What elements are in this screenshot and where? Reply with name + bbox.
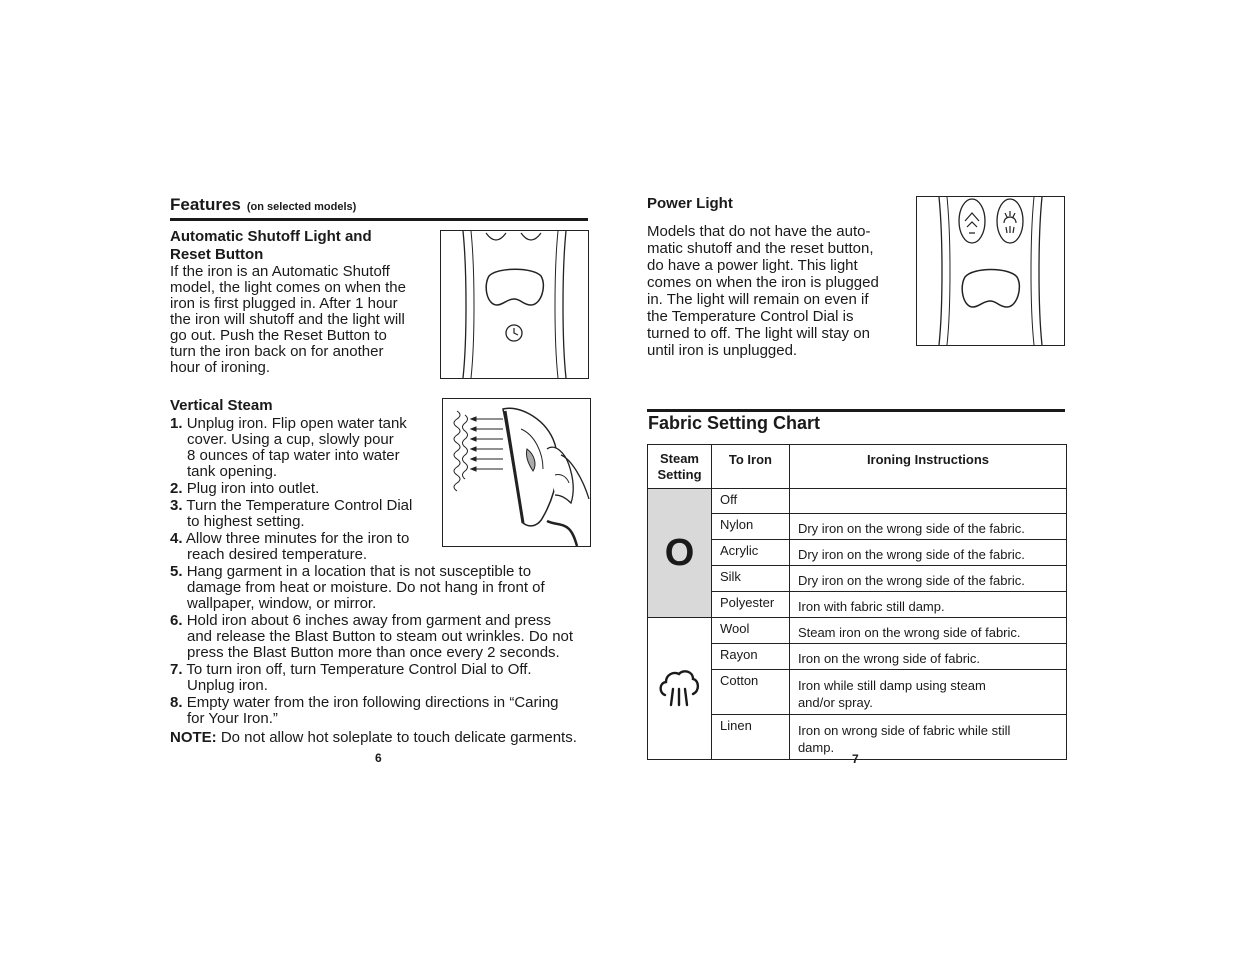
step-item: [170, 662, 590, 694]
step-text: tank opening.: [187, 463, 278, 480]
fabric-cell: Rayon: [711, 644, 789, 670]
instruction-cell: Iron on the wrong side of fabric.: [789, 644, 1066, 670]
step-number: 2.: [170, 480, 183, 497]
step-text: reach desired temperature.: [187, 546, 368, 563]
shutoff-line: the iron will shutoff and the light will: [170, 311, 405, 328]
page-number-left: 6: [375, 751, 382, 765]
fabric-setting-table: [647, 444, 1067, 760]
power-light-line: comes on when the iron is plugged: [647, 274, 879, 291]
note-text: Do not allow hot soleplate to touch delicate garments.: [216, 729, 577, 746]
shutoff-heading-line1: Automatic Shutoff Light and: [170, 228, 372, 245]
instruction-cell: Dry iron on the wrong side of the fabric.: [789, 566, 1066, 592]
instruction-line: Iron on wrong side of fabric while still: [797, 723, 1011, 738]
power-light-line: in. The light will remain on even if: [647, 291, 869, 308]
header-steam-line: Steam: [659, 451, 699, 466]
step-item: [170, 695, 590, 727]
shutoff-line: model, the light comes on when the: [170, 279, 406, 296]
header-ironing-instructions: Ironing Instructions: [789, 445, 1066, 489]
step-text: Hold iron about 6 inches away from garment and press: [186, 612, 552, 629]
fabric-cell: Wool: [711, 618, 789, 644]
step-number: 4.: [170, 530, 183, 547]
instruction-cell: Iron with fabric still damp.: [789, 592, 1066, 618]
step-number: 1.: [170, 415, 183, 432]
note-label: NOTE:: [170, 729, 217, 746]
header-steam-setting: [648, 445, 712, 489]
step-item: [170, 613, 590, 661]
power-light-icon: [917, 197, 1064, 345]
step-text: Plug iron into outlet.: [186, 480, 320, 497]
instruction-line: and/or spray.: [797, 695, 873, 710]
step-text: Unplug iron. Flip open water tank: [186, 415, 407, 432]
instruction-cell: [789, 715, 1066, 760]
fabric-cell: Linen: [711, 715, 789, 760]
reset-button-figure: [440, 230, 589, 379]
instruction-cell: [789, 489, 1066, 514]
fabric-cell: Off: [711, 489, 789, 514]
instruction-line: Iron while still damp using steam: [797, 678, 986, 693]
dry-setting-cell: [648, 489, 712, 618]
power-light-line: Models that do not have the auto-: [647, 223, 871, 240]
iron-vertical-steam-illustration: [443, 399, 590, 546]
step-text: To turn iron off, turn Temperature Control Dial to Off.: [186, 661, 532, 678]
shutoff-line: hour of ironing.: [170, 359, 271, 376]
step-text: Hang garment in a location that is not susceptible to: [186, 563, 532, 580]
table-row: [648, 618, 1067, 644]
instruction-cell: Steam iron on the wrong side of fabric.: [789, 618, 1066, 644]
step-text: to highest setting.: [187, 513, 305, 530]
features-title-text: Features: [170, 195, 241, 214]
power-light-heading: Power Light: [647, 195, 733, 212]
page-number-right: 7: [852, 752, 859, 766]
step-item: [170, 564, 590, 612]
fabric-cell: Nylon: [711, 514, 789, 540]
steam-setting-cell: [648, 618, 712, 760]
step-number: 6.: [170, 612, 183, 629]
header-to-iron: To Iron: [711, 445, 789, 489]
step-number: 8.: [170, 694, 183, 711]
step-text: cover. Using a cup, slowly pour: [187, 431, 394, 448]
table-row: [648, 489, 1067, 514]
features-title-note: (on selected models): [246, 201, 357, 213]
shutoff-line: go out. Push the Reset Button to: [170, 327, 387, 344]
features-rule: [170, 218, 588, 221]
vertical-steam-figure: [442, 398, 591, 547]
step-number: 3.: [170, 497, 183, 514]
shutoff-line: If the iron is an Automatic Shutoff: [170, 263, 390, 280]
instruction-line: damp.: [797, 740, 835, 755]
vertical-steam-heading: Vertical Steam: [170, 397, 273, 414]
step-text: and release the Blast Button to steam out wrinkles. Do not: [187, 628, 574, 645]
fabric-cell: Silk: [711, 566, 789, 592]
power-light-line: turned to off. The light will stay on: [647, 325, 870, 342]
features-title: [170, 195, 356, 215]
shutoff-paragraph: [170, 264, 432, 376]
step-text: damage from heat or moisture. Do not hang in front of: [187, 579, 545, 596]
power-light-line: do have a power light. This light: [647, 257, 858, 274]
step-text: press the Blast Button more than once every 2 seconds.: [187, 644, 560, 661]
steam-cloud-icon: [657, 665, 701, 709]
power-light-line: the Temperature Control Dial is: [647, 308, 854, 325]
step-text: Empty water from the iron following directions in “Caring: [186, 694, 559, 711]
note-paragraph: [170, 730, 590, 746]
reset-button-clock-icon: [441, 231, 588, 378]
instruction-cell: [789, 670, 1066, 715]
chart-title: Fabric Setting Chart: [648, 413, 821, 433]
step-text: Turn the Temperature Control Dial: [186, 497, 413, 514]
chart-rule: [647, 409, 1065, 412]
fabric-cell: Acrylic: [711, 540, 789, 566]
shutoff-heading-line2: Reset Button: [170, 246, 264, 263]
power-light-paragraph: [647, 223, 909, 359]
instruction-cell: Dry iron on the wrong side of the fabric.: [789, 540, 1066, 566]
dry-symbol: O: [664, 531, 695, 574]
step-text: Unplug iron.: [187, 677, 268, 694]
fabric-cell: Cotton: [711, 670, 789, 715]
power-light-line: matic shutoff and the reset button,: [647, 240, 874, 257]
step-text: Allow three minutes for the iron to: [185, 530, 410, 547]
step-text: 8 ounces of tap water into water: [187, 447, 400, 464]
power-light-line: until iron is unplugged.: [647, 342, 798, 359]
table-header-row: [648, 445, 1067, 489]
step-text: wallpaper, window, or mirror.: [187, 595, 377, 612]
header-steam-line: Setting: [657, 467, 702, 482]
instruction-cell: Dry iron on the wrong side of the fabric.: [789, 514, 1066, 540]
shutoff-heading: [170, 228, 372, 264]
shutoff-line: iron is first plugged in. After 1 hour: [170, 295, 398, 312]
power-light-figure: [916, 196, 1065, 346]
step-number: 5.: [170, 563, 183, 580]
fabric-cell: Polyester: [711, 592, 789, 618]
step-number: 7.: [170, 661, 183, 678]
shutoff-line: turn the iron back on for another: [170, 343, 384, 360]
step-text: for Your Iron.”: [187, 710, 278, 727]
